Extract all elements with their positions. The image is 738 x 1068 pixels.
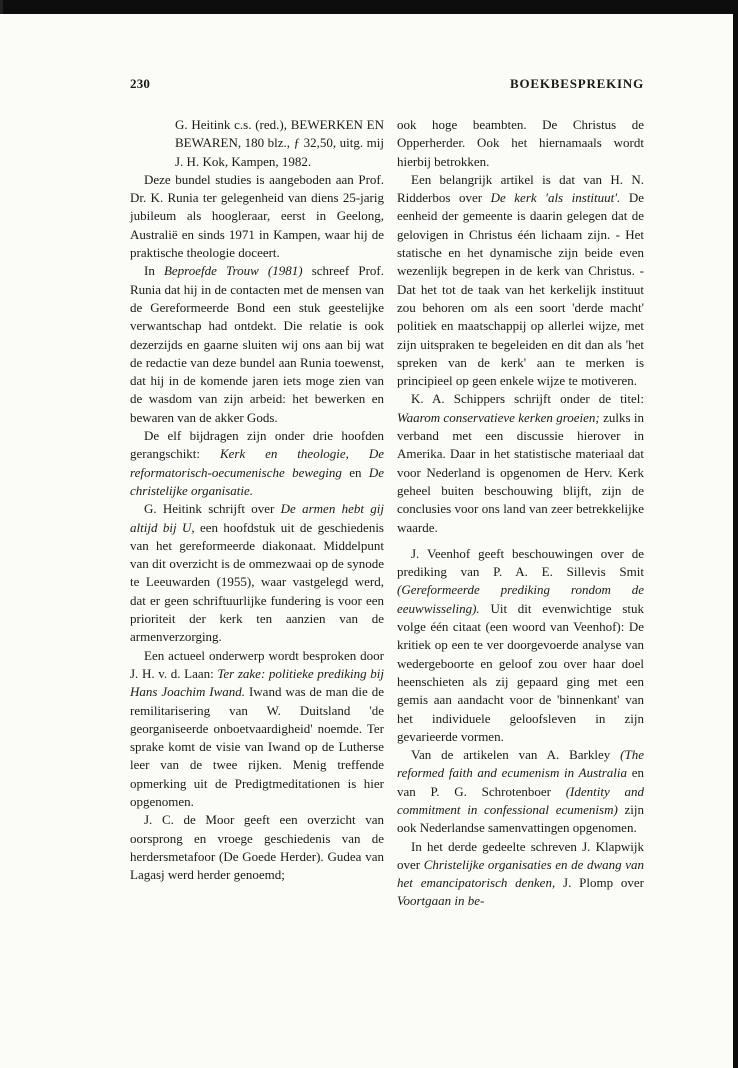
italic-title: Voortgaan in be-: [397, 893, 485, 909]
paragraph: ook hoge beambten. De Christus de Opperherder. Ook het hiernamaals wordt hierbij betrokken.: [397, 117, 644, 169]
paragraph: In Beproefde Trouw (1981) schreef Prof. Runia dat hij in de contacten met de mensen van de Gereformeerde Bond een stuk geestelijke verwantschap had ontdekt. Die relatie is ook dezerzijds en gaarne sluiten wij ons aan bij wat de redactie van deze bundel aan Runia toewenst, dat hij in de komende jaren iets moge zien van de wasdom van zijn arbeid: het bewerken en bewaren van de akker Gods.: [130, 263, 384, 425]
italic-title: De armen hebt gij altijd bij U,: [130, 501, 384, 535]
paragraph: Deze bundel studies is aangeboden aan Prof. Dr. K. Runia ter gelegenheid van diens 25-jarig jubileum als hoogleraar, eerst in Geelong, Australië en sinds 1971 in Kampen, waar hij de praktische theologie doceert.: [130, 171, 384, 261]
paragraph: J. Veenhof geeft beschouwingen over de prediking van P. A. E. Sillevis Smit (Gereformeerde prediking rondom de eeuwwisseling). Uit dit evenwichtige stuk volge één citaat (een woord van Veenhof): De kritiek op een te ver doorgevoerde analyse van wedergeboorte en geloof zou over haar doel heenschieten als zij gepaard ging met een gemis aan aandacht voor de 'binnenkant' van het individuele geloofsleven in zijn gevarieerde vormen.: [397, 545, 644, 744]
italic-title: Waarom conservatieve kerken groeien;: [397, 409, 600, 425]
italic-title: (Gereformeerde prediking rondom de eeuwwisseling).: [397, 582, 644, 616]
page-number: 230: [130, 76, 151, 91]
italic-title: De christelijke organisatie.: [130, 464, 384, 498]
paragraph: In het derde gedeelte schreven J. Klapwijk over Christelijke organisaties en de dwang van het emancipatorisch denken, J. Plomp over Voortgaan in be-: [397, 838, 644, 909]
paragraph: Van de artikelen van A. Barkley (The reformed faith and ecumenism in Australia en van P. G. Schrotenboer (Identity and commitment in confessional ecumenism) zijn ook Nederlandse samenvattingen opgenomen.: [397, 747, 644, 836]
italic-title: (Identity and commitment in confessional ecumenism): [397, 783, 644, 817]
italic-title: Christelijke organisaties en de dwang van het emancipatorisch denken,: [397, 856, 644, 891]
right-column: [397, 116, 644, 911]
paragraph: De elf bijdragen zijn onder drie hoofden gerangschikt: Kerk en theologie, De reformatorisch-oecumenische beweging en De christelijke organisatie.: [130, 428, 384, 498]
book-reference: G. Heitink c.s. (red.), BEWERKEN EN BEWAREN, 180 blz., ƒ 32,50, uitg. mij J. H. Kok, Kampen, 1982.: [175, 117, 384, 169]
italic-title: Beproefde Trouw (1981): [163, 263, 303, 279]
scan-border-right: [733, 0, 738, 1068]
running-head: [130, 76, 644, 96]
paragraph: Een belangrijk artikel is dat van H. N. Ridderbos over De kerk 'als instituut'. De eenheid der gemeente is daarin gelegen dat de gelovigen in Christus één lichaam zijn. - Het statische en het dynamische zijn beide even wezenlijk begrepen in de kerk van Christus. - Dat het tot de taak van het kerkelijk instituut zou behoren om als een soort 'derde macht' politiek en maatschappij op allerlei wijze, met zijn uitspraken te begeleiden en dit dan als 'het spreken van de kerk' aan te merken is principieel op geen enkele wijze te motiveren.: [397, 171, 644, 389]
italic-title: Ter zake: politieke prediking bij Hans Joachim Iwand.: [130, 665, 384, 700]
left-column: [130, 116, 384, 884]
section-title: BOEKBESPREKING: [509, 76, 644, 91]
italic-title: Kerk en theologie, De reformatorisch-oecumenische beweging: [130, 446, 384, 480]
paragraph: J. C. de Moor geeft een overzicht van oorsprong en vroege geschiedenis van de herdersmetafoor (De Goede Herder). Gudea van Lagasj werd herder genoemd;: [130, 812, 384, 883]
scan-border-top: [0, 0, 738, 14]
paragraph: K. A. Schippers schrijft onder de titel: Waarom conservatieve kerken groeien; zulks in verband met een discussie hierover in Amerika. Daar in het statistische materiaal dat voor Nederland is opgenomen de Herv. Kerk geheel buiten beschouwing blijft, zijn de conclusies voor ons land van zeer betrekkelijke waarde.: [397, 391, 644, 535]
italic-title: (The reformed faith and ecumenism in Australia: [397, 747, 644, 781]
paragraph: Een actueel onderwerp wordt besproken door J. H. v. d. Laan: Ter zake: politieke prediking bij Hans Joachim Iwand. Iwand was de man die de remilitarisering van W. Duitsland 'de georganiseerde onboetvaardigheid' noemde. Ter sprake komt de visie van Iwand op de Lutherse leer van de twee rijken. Menig treffende opmerking uit de Predigtmeditationen is hier opgenomen.: [130, 647, 384, 809]
italic-title: De kerk 'als instituut'.: [490, 190, 621, 206]
paragraph: G. Heitink schrijft over De armen hebt gij altijd bij U, een hoofdstuk uit de geschiedenis van het gereformeerde diakonaat. Middelpunt van dit overzicht is de ommezwaai op de synode te Leeuwarden (1955), waar vastgelegd werd, dat er geen schriftuurlijke fundering is voor een prioriteit der kerk ten aanzien van de armenverzorging.: [130, 501, 384, 645]
